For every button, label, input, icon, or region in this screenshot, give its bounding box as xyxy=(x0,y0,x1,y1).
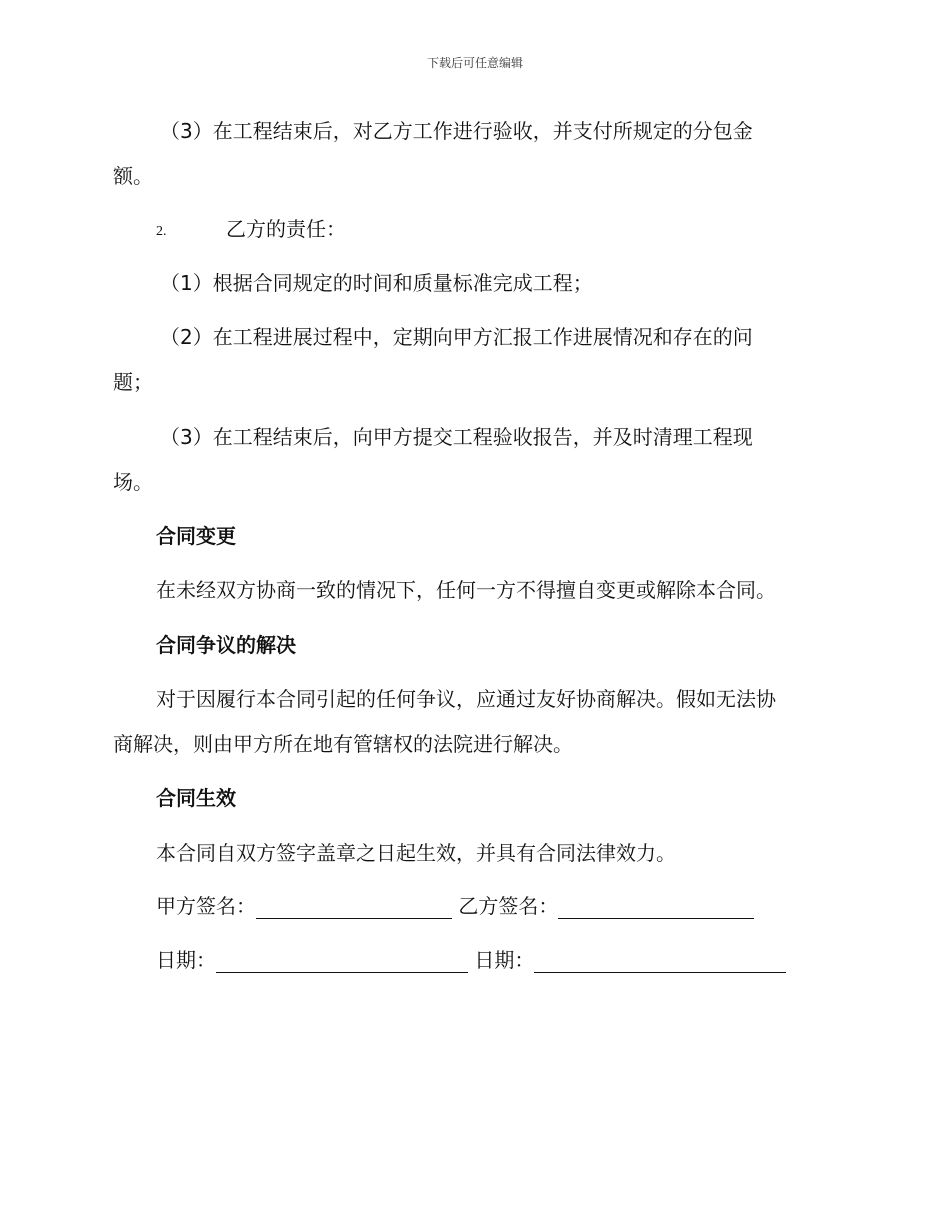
party-b-item-1: （1）根据合同规定的时间和质量标准完成工程； xyxy=(160,271,593,295)
party-a-date-label: 日期： xyxy=(156,948,216,972)
party-b-title: 乙方的责任： xyxy=(226,217,346,241)
party-b-item-3-line-2: 场。 xyxy=(113,470,153,494)
dispute-text-line-2: 商解决，则由甲方所在地有管辖权的法院进行解决。 xyxy=(113,732,573,756)
party-b-item-2-line-1: （2）在工程进展过程中，定期向甲方汇报工作进展情况和存在的问 xyxy=(160,325,753,349)
dispute-heading: 合同争议的解决 xyxy=(156,633,296,657)
party-b-item-3-line-1: （3）在工程结束后，向甲方提交工程验收报告，并及时清理工程现 xyxy=(160,425,753,449)
party-b-date-label: 日期： xyxy=(474,948,535,972)
party-a-item-3-line-2: 额。 xyxy=(113,164,153,188)
modification-text: 在未经双方协商一致的情况下，任何一方不得擅自变更或解除本合同。 xyxy=(156,578,776,602)
party-b-item-2-line-2: 题； xyxy=(113,370,153,394)
party-b-signature-label: 乙方签名： xyxy=(458,894,559,918)
party-b-number: 2. xyxy=(156,224,167,239)
date-row xyxy=(156,947,786,973)
party-a-signature-field[interactable] xyxy=(256,898,452,919)
party-a-signature-label: 甲方签名： xyxy=(156,894,256,918)
party-b-date-field[interactable] xyxy=(534,952,786,973)
modification-heading: 合同变更 xyxy=(156,524,236,548)
page-header: 下载后可任意编辑 xyxy=(426,56,523,70)
effectiveness-text: 本合同自双方签字盖章之日起生效，并具有合同法律效力。 xyxy=(156,841,676,865)
party-b-signature-field[interactable] xyxy=(558,898,754,919)
dispute-text-line-1: 对于因履行本合同引起的任何争议，应通过友好协商解决。假如无法协 xyxy=(156,687,776,711)
party-a-item-3-line-1: （3）在工程结束后，对乙方工作进行验收，并支付所规定的分包金 xyxy=(160,119,753,143)
party-a-date-field[interactable] xyxy=(216,952,468,973)
effectiveness-heading: 合同生效 xyxy=(156,786,236,810)
signature-row xyxy=(156,893,754,919)
